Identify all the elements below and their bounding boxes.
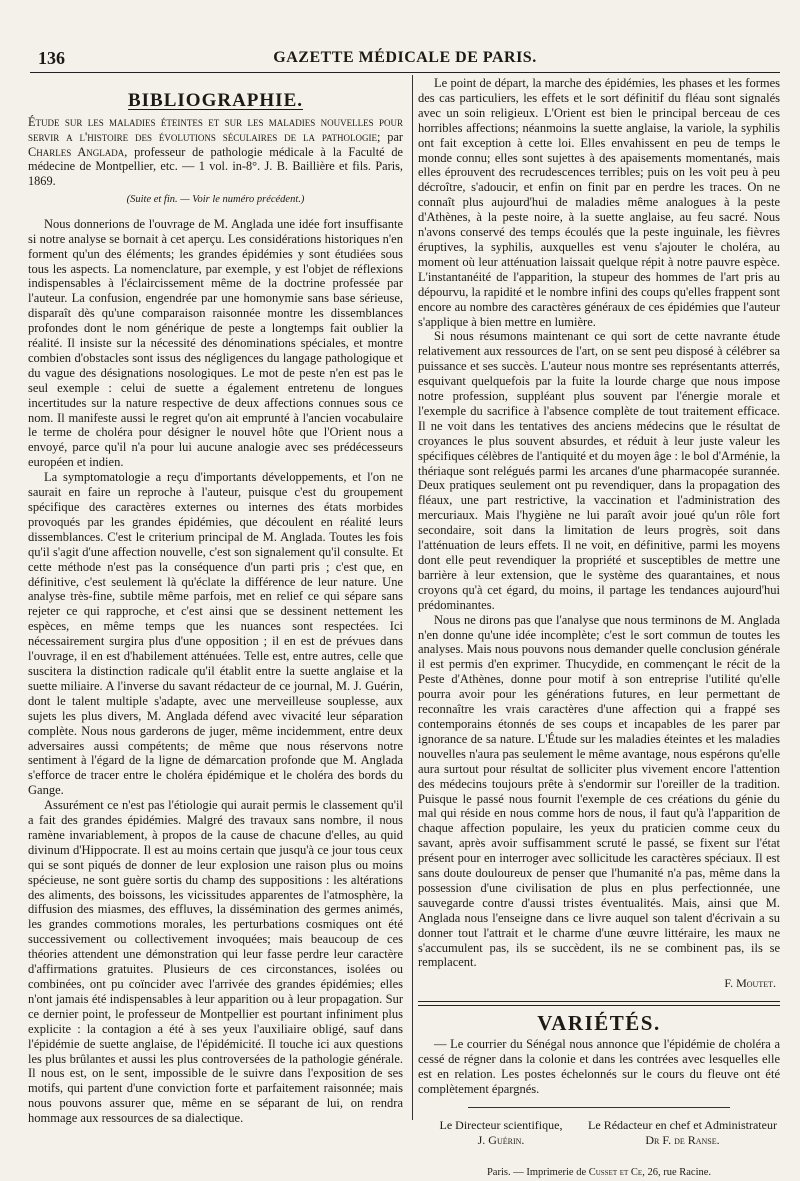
credits-separator	[468, 1107, 730, 1108]
director-credit	[426, 1118, 576, 1148]
paragraph: Le point de départ, la marche des épidémies, les phases et les formes des cas particuliers, les effets et le sort définitif du fléau sont signalés avec un soin religieux. L'Orient est bien le principal berceau de ces horribles affections; néanmoins la suette anglaise, la variole, la syphilis ont fait exception à cette loi. Elles envahissent en peu de temps le monde connu; elles sont sujettes à des apaisements momentanés, mais elles éprouvent des recrudescences terribles; puis on les voit peu à peu décroître, s'adoucir, et enfin on finit par en perdre les traces. On ne connaît plus aujourd'hui de maladies même analogues à la peste d'Athènes, à la peste noire, à la suette anglaise, au feu sacré. Nous n'avons conservé des temps écoulés que la peste inguinale, les fièvres éruptives, la syphilis, auxquelles est venu s'ajouter le choléra, au moment où leur atténuation laissait quelque répit à notre pauvre espèce. L'instantanéité de l'apparition, la stupeur des hommes de l'art pris au dépourvu, la rapidité et le nombre infini des coups qu'elles frappent sont encore au nombre des caractères généraux de ces épidémies que l'auteur s'applique à bien mettre en lumière.	[418, 76, 780, 329]
left-column	[28, 76, 403, 1126]
book-title: Étude sur les maladies éteintes et sur les maladies nouvelles pour servir a l'histoire des évolutions séculaires de la pathologie;	[28, 114, 403, 144]
paragraph: Nous donnerions de l'ouvrage de M. Anglada une idée fort insuffisante si notre analyse se bornait à cet aperçu. Les considérations historiques n'en forment qu'un des éléments; les grandes épidémies y sont étudiées sous tous les aspects. La nomenclature, par exemple, y est l'objet de réflexions indispensables à l'éclaircissement même de la doctrine professée par l'auteur. La confusion, engendrée par une homonymie sans base sérieuse, disparaît dès qu'une comparaison raisonnée montre les dissemblances profondes dont le nom générique de peste a longtemps fait oublier la réalité. Il insiste sur la nécessité des dénominations spéciales, et montre combien d'obstacles sont issus des négligences du langage pathologique et du vague des désignations nosologiques. Le mot de peste n'en est pas le seul exemple : celui de suette a également entretenu de longues incertitudes sur la nature respective de deux affections connues sous ce nom. Il manifeste aussi le regret qu'on ait emprunté à l'ancien vocabulaire le terme de choléra pour désigner le nouvel hôte que l'Orient nous a envoyé, parce qu'il n'a pour lui aucune analogie avec ses prédécesseurs européen et indien.	[28, 216, 403, 470]
page-number: 136	[38, 48, 65, 68]
editorial-credits	[418, 1118, 780, 1158]
editor-name: Dr F. de Ranse.	[645, 1132, 720, 1147]
imprint-suffix: , 26, rue Racine.	[642, 1166, 712, 1178]
editor-role: Le Rédacteur en chef et Administrateur	[588, 1117, 777, 1132]
continuation-note: (Suite et fin. — Voir le numéro précédent.)	[126, 193, 305, 205]
varietes-heading: VARIÉTÉS.	[537, 1011, 661, 1036]
paragraph: La symptomatologie a reçu d'importants développements, et l'on ne saurait en faire un reproche à l'auteur, puisque c'est du groupement spécifique des caractères externes ou internes des états morbides provoqués par les grandes épidémies, que découlent en réalité leurs dissemblances. C'est le criterium principal de M. Anglada. Toutes les fois qu'il s'agit d'une affection nouvelle, c'est son signalement qu'il consulte. Et cette méthode n'est pas la conséquence d'un parti pris ; c'est que, en définitive, c'est seulement là qu'éclate la différence de leur nature. Une analyse très-fine, subtile même parfois, met en relief ce qui sépare sans rejeter ce qui rapproche, et c'est ainsi que se dessinent nettement les espèces, en même temps que les nuances sont respectées. Ici nécessairement surgira plus d'une opposition ; il en est de prévues dans l'ouvrage, il en est d'habilement atténuées. Telle est, entre autres, celle que suscitera la distinction radicale qu'il établit entre la suette anglaise et la suette miliaire. A l'inverse du savant rédacteur de ce journal, M. J. Guérin, dont le talent multiple s'adapte, avec une merveilleuse souplesse, aux sujets les plus divers, M. Anglada défend avec vivacité leur séparation complète. Nous nous garderons de juger, même incidemment, entre deux adversaires aussi compétents; de même que nous réservons notre sentiment à l'égard de la ligne de démarcation profonde que M. Anglada s'efforce de tracer entre le choléra épidémique et le choléra des bords du Gange.	[28, 470, 403, 798]
varietes-paragraph: — Le courrier du Sénégal nous annonce que l'épidémie de choléra a cessé de régner dans la colonie et dans les contrées avec lesquelles elle est en relation. Les postes échelonnés sur le cours du fleuve ont été complètement épargnés.	[418, 1037, 780, 1096]
column-divider	[412, 75, 413, 1120]
bibliography-heading: BIBLIOGRAPHIE.	[127, 90, 303, 111]
author-signature: F. Moutet.	[724, 976, 776, 991]
page-header	[30, 46, 780, 73]
right-column	[418, 76, 780, 1181]
paragraph: Nous ne dirons pas que l'analyse que nous terminons de M. Anglada n'en donne qu'une idée incomplète; c'est le sort commun de toutes les analyses. Mais nous pouvons nous demander quelle conclusion générale il est permis d'en exprimer. Thucydide, en commençant le récit de la Peste d'Athènes, donne pour motif à son entreprise l'utilité qu'elle pourra avoir pour les générations futures, en leur permettant de reconnaître les vrais caractères d'une affection qui a frappé ses contemporains étonnés de ses coups et incapables de les parer par ignorance de sa nature. L'Étude sur les maladies éteintes et les maladies nouvelles n'aura pas seulement le même avantage, nous espérons qu'elle aura surtout pour résultat de solliciter plus vivement encore l'attention des médecins toujours prête à s'endormir sur l'oreiller de la tradition. Puisque le passé nous fournit l'exemple de ces créations du génie du mal qui réside en nous comme hors de nous, il faut qu'à l'apparition de chaque affection populaire, les yeux du praticien comme ceux du savant, après avoir suffisamment scruté le passé, se fixent sur l'état présent pour en interroger avec sollicitude les caractères spéciaux. Il est sans doute douloureux de penser que l'humanité n'a pas, même dans la possession d'une civilisation de plus en plus perfectionnée, une sauvegarde contre d'aussi tristes éventualités. Mais, ainsi que M. Anglada nous l'enseigne dans ce livre auquel son talent d'écrivain a su donner tout l'attrait et le charme d'une œuvre littéraire, les maux ne s'accumulent pas, ils se succèdent, ils ne se combinent pas, ils se remplacent.	[418, 612, 780, 970]
director-name: J. Guérin.	[477, 1132, 525, 1147]
book-author-prefix: par	[380, 129, 403, 144]
paragraph: Si nous résumons maintenant ce qui sort de cette navrante étude relativement aux ressources de l'art, on se sent peu disposé à célébrer sa puissance et ses succès. L'auteur nous montre ses représentants atterrés, esquivant quelquefois par la fuite la lourde charge que nous impose notre profession, suppléant plus souvent par l'énergie morale et l'exemple du sacrifice à l'absence complète de tout traitement efficace. Il ne voit dans les tentatives des anciens médecins que le résultat de croyances le plus souvent absurdes, et réduit à leur juste valeur les spécifiques célèbres de l'antiquité et du moyen âge : le bol d'Arménie, la thériaque sont relégués parmi les arcanes d'une pharmacopée surannée. Deux pratiques seulement ont pu revendiquer, dans la propagation des fléaux, une part restrictive, la vaccination et l'administration des mercuriaux. Mais l'hygiène ne lui paraît avoir joué qu'un rôle fort secondaire, soit dans la limitation de leurs progrès, soit dans l'atténuation de leurs effets. Il ne voit, en définitive, parmi les moyens dont elle peut revendiquer la propriété et susceptibles de mettre une barrière à leur extension, que le système des quarantaines, et nous croyons qu'à cet égard, du moins, il partage les tendances aujourd'hui prédominantes.	[418, 329, 780, 612]
journal-title: GAZETTE MÉDICALE DE PARIS.	[273, 49, 537, 66]
printer-name: Cusset et Ce	[588, 1166, 643, 1178]
director-role: Le Directeur scientifique,	[439, 1117, 563, 1132]
imprint-prefix: Paris. — Imprimerie de	[486, 1166, 589, 1178]
book-reference	[28, 115, 403, 189]
paragraph: Assurément ce n'est pas l'étiologie qui aurait permis le classement qu'il a fait des grandes épidémies. Malgré des travaux sans nombre, il nous ramène invariablement, à propos de la cause de chacune d'elles, au quid divinum d'Hippocrate. Il est au moins certain que jusqu'à ce jour tous ceux qui se sont piqués de donner de leur explosion une raison plus ou moins spécieuse, ne sont guère sortis du champ des suppositions : les altérations des aliments, des boissons, les vicissitudes apparentes de l'atmosphère, la diffusion des miasmes, des effluves, la dissémination des germes animés, les grandes commotions morales, les perturbations cosmiques ont été successivement ou collectivement invoquées; mais beaucoup de ces théories attendent une démonstration qui leur fasse perdre leur caractère d'affirmations gratuites. Plusieurs de ces circonstances, isolées ou combinées, ont pu coïncider avec l'arrivée des grandes épidémies; elles n'ont jamais été indispensables à leur apparition ou à leur propagation. Sur ce dernier point, le professeur de Montpellier est pourtant infiniment plus explicite : la contagion a été à ses yeux l'auxiliaire obligé, sauf dans l'épidémie de suette anglaise, de l'épidémicité. Il touche ici aux questions les plus brûlantes et aussi les plus controversées de la pathologie générale. Il nous est, on le sent, impossible de le suivre dans l'exposition de ses motifs, qui partent d'une conviction forte et parfaitement raisonnée; mais nous pouvons assurer que, même en se séparant de lui, on rendra hommage aux ressources de sa dialectique.	[28, 798, 403, 1126]
editor-credit	[585, 1118, 780, 1148]
printer-imprint	[418, 1166, 780, 1181]
book-details: , professeur de pathologie médicale à la Faculté de médecine de Montpellier, etc. — 1 vol. in-8°. J. B. Baillière et fils. Paris, 1869.	[28, 144, 403, 189]
book-author: Charles Anglada	[28, 144, 125, 159]
section-separator	[418, 1001, 780, 1006]
